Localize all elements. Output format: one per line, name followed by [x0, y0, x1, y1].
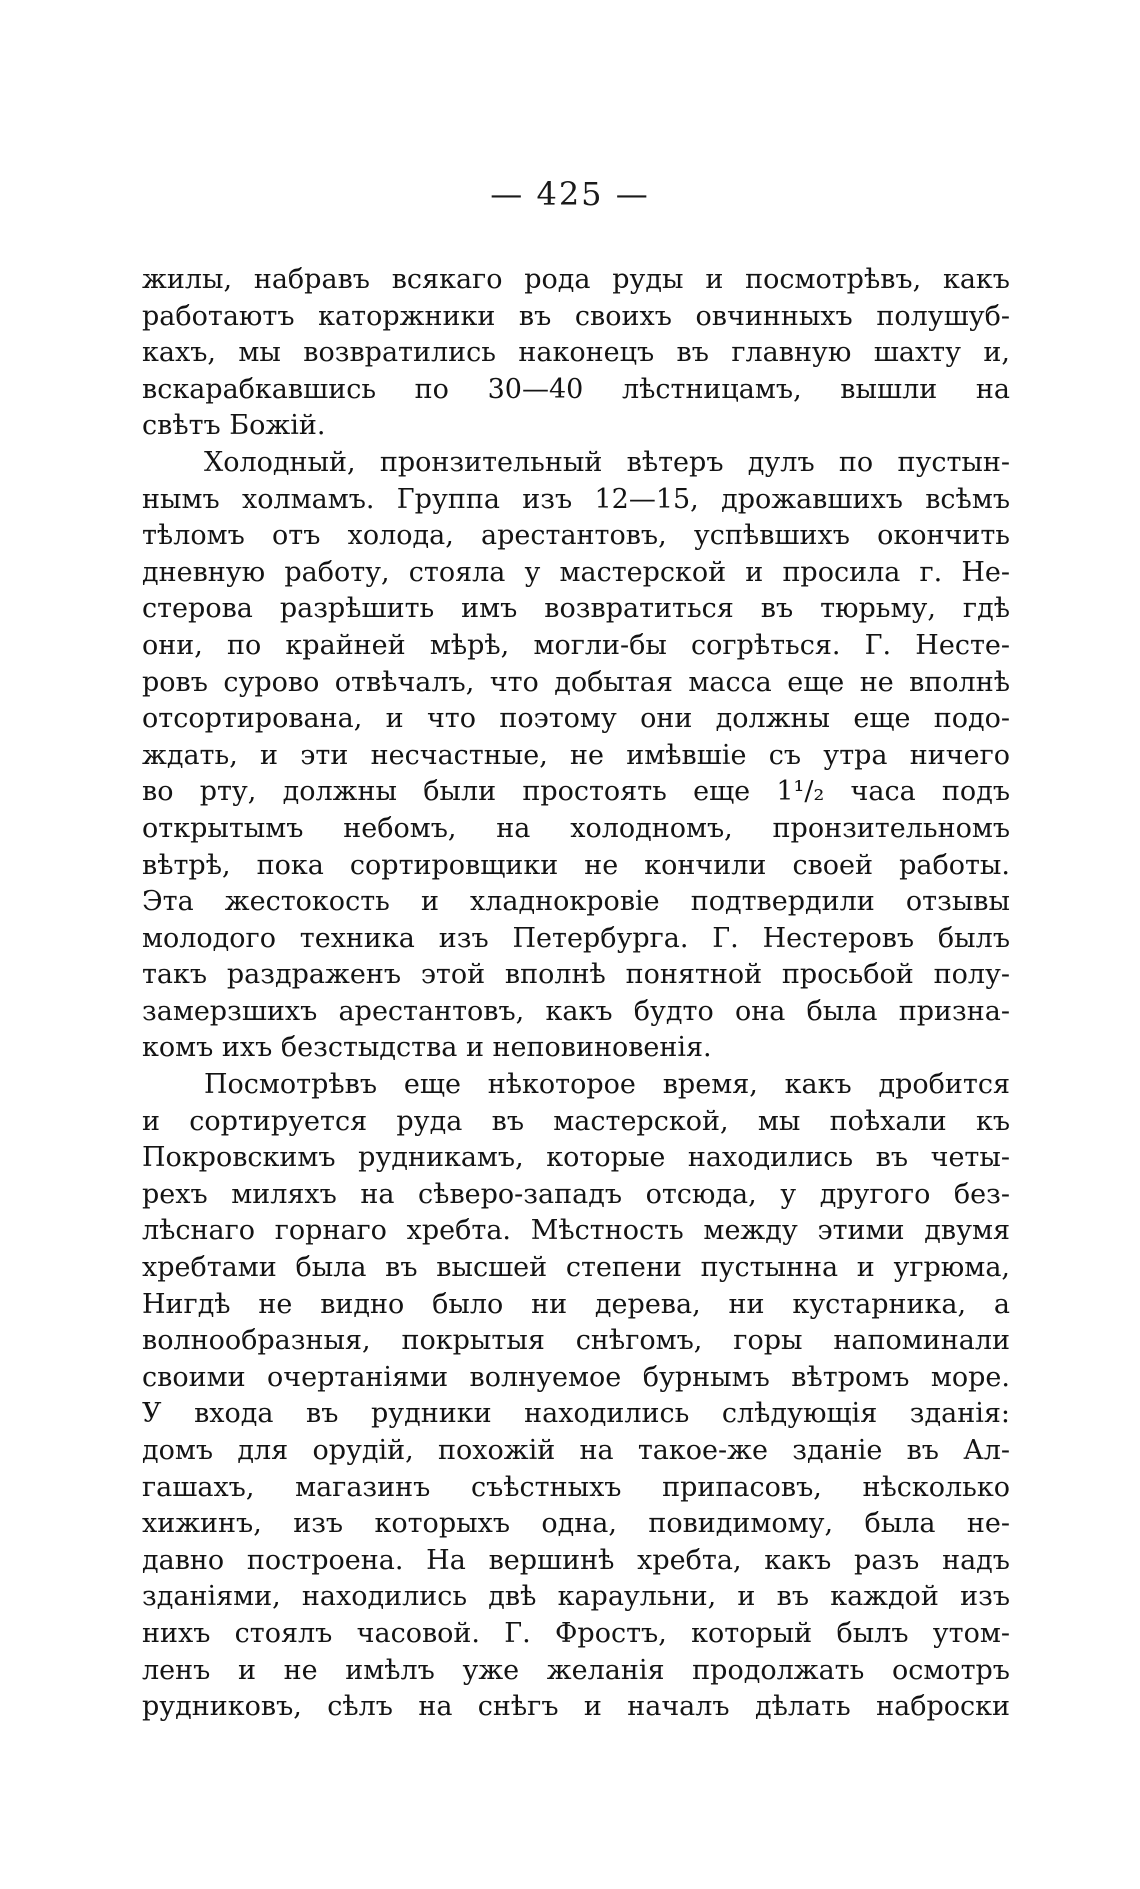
text-line: зданіями, находились двѣ караульни, и въ каждой изъ — [142, 1581, 1010, 1613]
text-line: хребтами была въ высшей степени пустынна и угрюма, — [142, 1252, 1010, 1284]
text-line: рудниковъ, сѣлъ на снѣгъ и началъ дѣлать наброски — [142, 1691, 1010, 1723]
text-line: свѣтъ Божій. — [142, 410, 326, 442]
page-number: — 425 — — [490, 175, 650, 213]
text-line: комъ ихъ безстыдства и неповиновенія. — [142, 1032, 712, 1064]
text-line: Нигдѣ не видно было ни дерева, ни кустарника, а — [142, 1288, 1010, 1320]
text-line: открытымъ небомъ, на холодномъ, пронзительномъ — [142, 812, 1010, 844]
text-line: Покровскимъ рудникамъ, которые находились въ четы- — [142, 1142, 1010, 1174]
text-line: рехъ миляхъ на сѣверо-западъ отсюда, у другого без- — [142, 1178, 1010, 1210]
text-line: лѣснаго горнаго хребта. Мѣстность между этими двумя — [142, 1215, 1010, 1247]
text-line: они, по крайней мѣрѣ, могли-бы согрѣться. Г. Несте- — [142, 629, 1010, 661]
text-line: такъ раздраженъ этой вполнѣ понятной просьбой полу- — [142, 959, 1010, 991]
text-line: кахъ, мы возвратились наконецъ въ главную шахту и, — [142, 337, 1010, 369]
text-line: У входа въ рудники находились слѣдующія зданія: — [142, 1398, 1010, 1430]
text-line: ждать, и эти несчастные, не имѣвшіе съ утра ничего — [142, 739, 1010, 771]
text-line: хижинъ, изъ которыхъ одна, повидимому, была не- — [142, 1508, 1010, 1540]
text-line: стерова разрѣшить имъ возвратиться въ тюрьму, гдѣ — [142, 593, 1010, 625]
text-line: ленъ и не имѣлъ уже желанія продолжать осмотръ — [142, 1654, 1010, 1686]
text-line: дневную работу, стояла у мастерской и просила г. Не- — [142, 556, 1010, 588]
text-line: Посмотрѣвъ еще нѣкоторое время, какъ дробится — [204, 1069, 1010, 1101]
text-line: тѣломъ отъ холода, арестантовъ, успѣвшихъ окончить — [142, 520, 1010, 552]
text-line: жилы, набравъ всякаго рода руды и посмотрѣвъ, какъ — [142, 264, 1010, 295]
text-line: вѣтрѣ, пока сортировщики не кончили своей работы. — [142, 849, 1010, 881]
text-line: вскарабкавшись по 30—40 лѣстницамъ, вышли на — [142, 373, 1010, 405]
text-line: во рту, должны были простоять еще 1¹/₂ часа подъ — [142, 776, 1010, 808]
text-line: замерзшихъ арестантовъ, какъ будто она была призна- — [142, 995, 1010, 1027]
text-line: Эта жестокость и хладнокровіе подтвердили отзывы — [142, 886, 1010, 918]
text-line: волнообразныя, покрытыя снѣгомъ, горы напоминали — [142, 1325, 1010, 1357]
body-text — [142, 262, 1010, 1726]
text-line: гашахъ, магазинъ съѣстныхъ припасовъ, нѣсколько — [142, 1471, 1010, 1503]
text-line: молодого техника изъ Петербурга. Г. Нестеровъ былъ — [142, 922, 1010, 954]
text-line: домъ для орудій, похожій на такое-же зданіе въ Ал- — [142, 1435, 1010, 1466]
text-line: нымъ холмамъ. Группа изъ 12—15, дрожавшихъ всѣмъ — [142, 483, 1010, 515]
text-line: ровъ сурово отвѣчалъ, что добытая масса еще не вполнѣ — [142, 666, 1010, 698]
text-line: и сортируется руда въ мастерской, мы поѣхали къ — [142, 1105, 1010, 1137]
text-line: Холодный, пронзительный вѣтеръ дулъ по пустын- — [204, 446, 1010, 478]
text-line: своими очертаніями волнуемое бурнымъ вѣтромъ море. — [142, 1361, 1010, 1393]
text-line: работаютъ каторжники въ своихъ овчинныхъ полушуб- — [142, 300, 1010, 332]
text-line: давно построена. На вершинѣ хребта, какъ разъ надъ — [142, 1544, 1010, 1576]
text-line: нихъ стоялъ часовой. Г. Фростъ, который былъ утом- — [142, 1617, 1010, 1649]
text-line: отсортирована, и что поэтому они должны еще подо- — [142, 703, 1010, 735]
